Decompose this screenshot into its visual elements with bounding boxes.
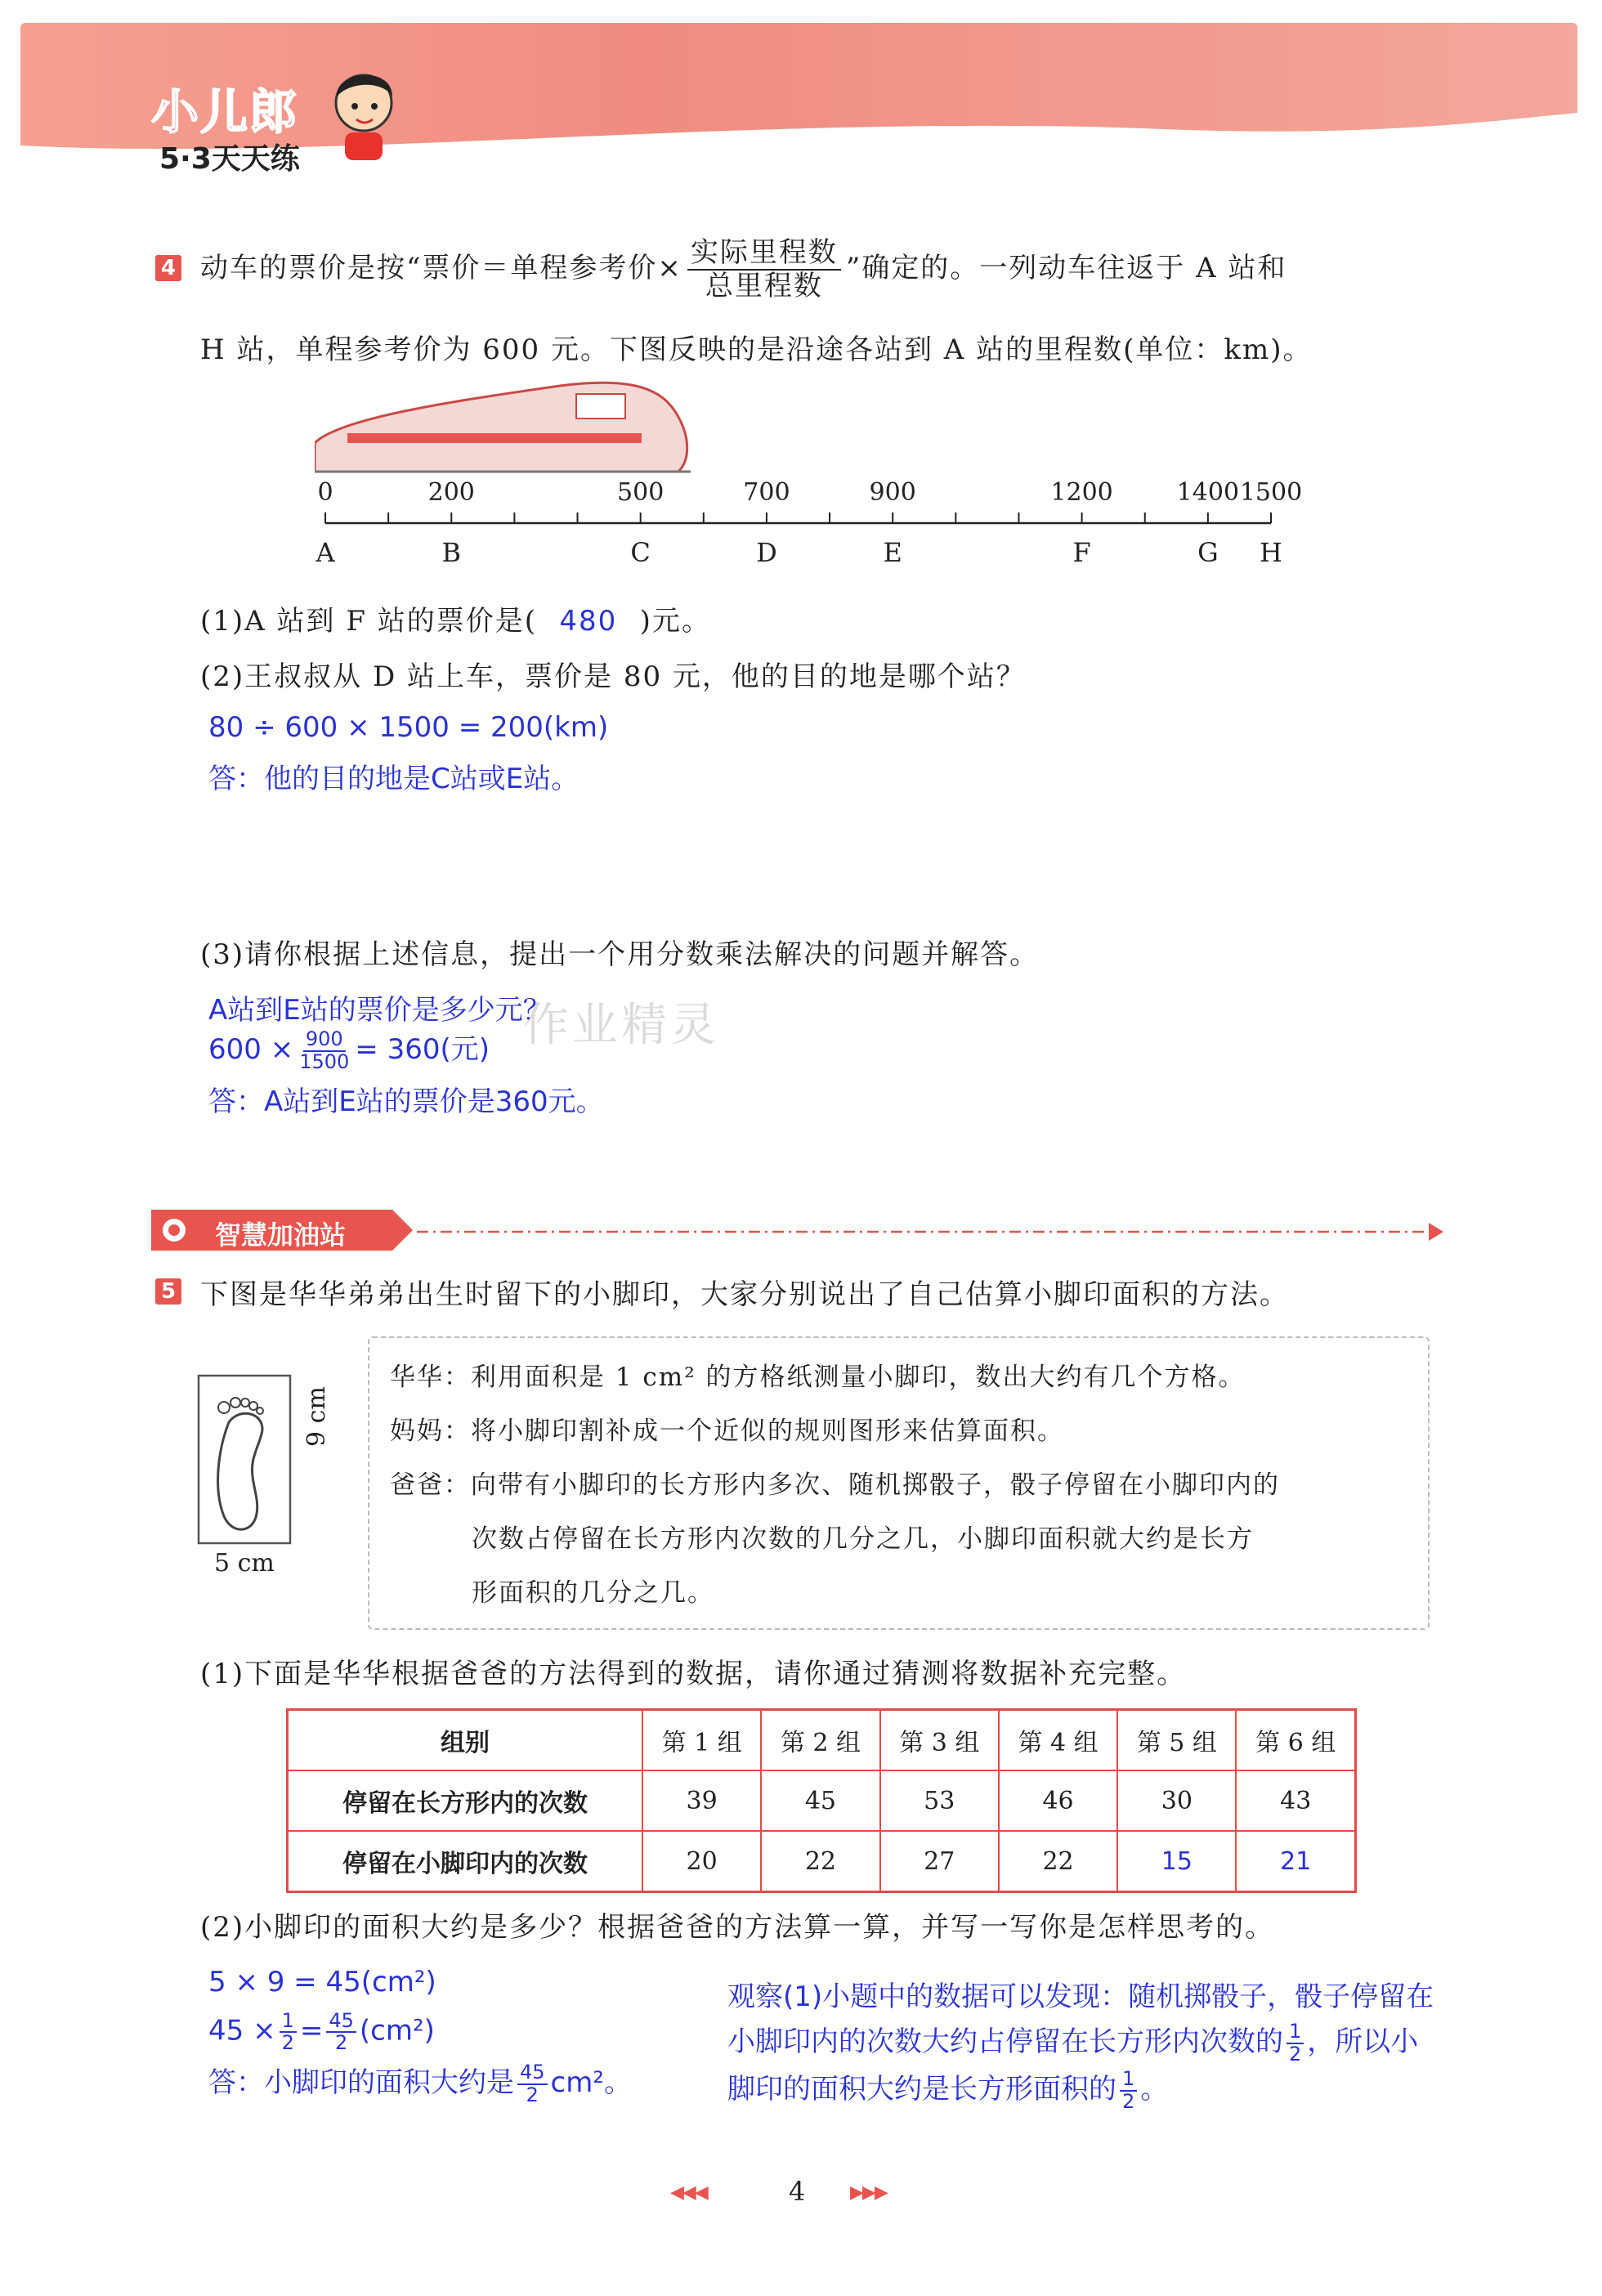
q4-part3-fraction-den: 1500 <box>299 1050 350 1073</box>
tick-label-km: 700 <box>743 478 790 507</box>
formula-numerator: 实际里程数 <box>687 237 841 271</box>
q4-part3-answer: 答：A站到E站的票价是360元。 <box>208 1085 604 1118</box>
q5-ans-line2-b: = <box>299 2014 324 2048</box>
q4-part3-fraction-num: 900 <box>303 1029 346 1051</box>
footprint-width-label: 5 cm <box>214 1549 275 1578</box>
q5-reason-line2-b: ，所以小 <box>1307 2025 1419 2058</box>
station-label: F <box>1072 537 1091 568</box>
logo-text: 小儿郎 <box>151 84 299 140</box>
tick-label-km: 0 <box>317 478 333 507</box>
methods-box <box>368 1336 1430 1630</box>
q5-part2: (2)小脚印的面积大约是多少？根据爸爸的方法算一算，并写一写你是怎样思考的。 <box>200 1911 1275 1944</box>
mascot-icon <box>327 64 400 162</box>
fraction-num: 1 <box>1287 2021 1304 2043</box>
table-cell: 20 <box>642 1831 761 1892</box>
fraction-num: 45 <box>517 2062 548 2084</box>
q4-part2-calc: 80 ÷ 600 × 1500 = 200(km) <box>208 711 609 744</box>
fraction-one-half <box>1287 2021 1304 2064</box>
table-cell: 30 <box>1117 1770 1236 1831</box>
table-header-row <box>288 1710 1356 1771</box>
q5-reason-line3-b: 。 <box>1140 2073 1169 2106</box>
prev-arrows-icon: ◀◀◀ <box>670 2182 707 2203</box>
fraction-den: 2 <box>281 2031 294 2055</box>
q4-part3-calc-a: 600 × <box>208 1033 294 1066</box>
q4-part3-calc-b: = 360(元) <box>355 1033 490 1066</box>
method-huahua: 华华：利用面积是 1 cm² 的方格纸测量小脚印，数出大约有几个方格。 <box>390 1363 1246 1392</box>
station-label: G <box>1197 537 1219 568</box>
table-cell: 22 <box>761 1831 879 1892</box>
method-dad-cont2: 形面积的几分之几。 <box>472 1578 714 1608</box>
fraction-den: 2 <box>1122 2089 1135 2113</box>
q4-part3-fraction <box>297 1029 351 1072</box>
table-answer-cell[interactable]: 15 <box>1117 1831 1236 1892</box>
table-header-cell: 第 1 组 <box>642 1710 761 1771</box>
page-number: 4 <box>789 2176 806 2207</box>
fraction-one-half <box>280 2011 297 2053</box>
q4-line2: H 站，单程参考价为 600 元。下图反映的是沿途各站到 A 站的里程数(单位：km)。 <box>200 333 1313 366</box>
fraction-num: 1 <box>280 2011 297 2033</box>
fraction-num: 1 <box>1120 2069 1137 2091</box>
q4-intro <box>200 237 1287 302</box>
q4-part2: (2)王叔叔从 D 站上车，票价是 80 元，他的目的地是哪个站？ <box>200 660 1026 693</box>
q4-part1 <box>200 598 711 638</box>
question-4-number: 4 <box>155 255 181 281</box>
q4-part3-calc <box>208 1027 490 1072</box>
tick-label-km: 1200 <box>1050 478 1113 507</box>
tick-label-km: 900 <box>869 478 916 507</box>
q4-part2-answer: 答：他的目的地是C站或E站。 <box>208 763 579 795</box>
q5-ans-line2 <box>208 2011 435 2053</box>
q5-reason-line2 <box>727 2019 1418 2065</box>
q5-ans-line1: 5 × 9 = 45(cm²) <box>208 1966 436 1998</box>
table-cell: 46 <box>999 1770 1117 1831</box>
station-label: A <box>315 537 335 568</box>
method-mom: 妈妈：将小脚印割补成一个近似的规则图形来估算面积。 <box>390 1417 1064 1446</box>
table-cell: 43 <box>1236 1770 1355 1831</box>
table-row-label: 停留在小脚印内的次数 <box>288 1831 643 1892</box>
q4-part1-b: )元。 <box>639 605 711 638</box>
q5-ans-line3 <box>208 2060 632 2106</box>
table-cell: 22 <box>999 1831 1117 1892</box>
fraction-num: 45 <box>326 2011 356 2033</box>
tick-label-km: 500 <box>617 478 665 507</box>
dice-data-table <box>286 1708 1357 1893</box>
table-cell: 27 <box>880 1831 999 1892</box>
table-header-cell: 第 2 组 <box>761 1710 879 1771</box>
footprint-height-label: 9 cm <box>302 1386 331 1447</box>
station-label: H <box>1260 537 1282 568</box>
formula-fraction <box>687 237 841 302</box>
section-banner <box>151 1210 413 1251</box>
table-header-cell: 第 5 组 <box>1117 1710 1236 1771</box>
table-header-cell: 组别 <box>288 1710 643 1771</box>
q4-part3-question: A站到E站的票价是多少元？ <box>208 994 551 1027</box>
method-dad: 爸爸：向带有小脚印的长方形内多次、随机掷骰子，骰子停留在小脚印内的 <box>390 1470 1280 1500</box>
fraction-den: 2 <box>334 2031 348 2055</box>
q4-part1-a: (1)A 站到 F 站的票价是( <box>200 605 537 638</box>
station-label: B <box>441 537 462 568</box>
tick-label-km: 200 <box>427 478 475 507</box>
q5-ans-line3-a: 答：小脚印的面积大约是 <box>208 2066 514 2099</box>
table-cell: 53 <box>880 1770 999 1831</box>
number-line-ticks <box>325 512 1271 523</box>
table-header-cell: 第 4 组 <box>999 1710 1117 1771</box>
section-title: 智慧加油站 <box>215 1220 347 1251</box>
table-header-cell: 第 3 组 <box>880 1710 999 1771</box>
table-row-rectangle <box>288 1770 1356 1831</box>
station-label: E <box>883 537 902 568</box>
q5-reason-line3-a: 脚印的面积大约是长方形面积的 <box>727 2073 1116 2106</box>
table-cell: 39 <box>642 1770 761 1831</box>
tick-label-km: 1400 <box>1176 478 1240 507</box>
table-cell: 45 <box>761 1770 879 1831</box>
tick-label-km: 1500 <box>1239 478 1303 507</box>
q5-reason-line3 <box>727 2066 1168 2112</box>
q4-intro-b: ”确定的。一列动车往返于 A 站和 <box>845 252 1287 285</box>
table-header-cell: 第 6 组 <box>1236 1710 1355 1771</box>
q4-part3: (3)请你根据上述信息，提出一个用分数乘法解决的问题并解答。 <box>200 938 1040 971</box>
q5-ans-line2-a: 45 × <box>208 2014 276 2048</box>
q5-intro: 下图是华华弟弟出生时留下的小脚印，大家分别说出了自己估算小脚印面积的方法。 <box>200 1278 1289 1311</box>
q4-intro-a: 动车的票价是按“票价＝单程参考价× <box>200 252 682 285</box>
station-label: D <box>756 537 777 568</box>
q5-reason-line2-a: 小脚印内的次数大约占停留在长方形内次数的 <box>727 2025 1283 2058</box>
series-name: 5·3天天练 <box>159 142 300 176</box>
q4-part1-answer[interactable]: 480 <box>559 605 618 638</box>
formula-denominator: 总里程数 <box>705 270 823 303</box>
question-5-number: 5 <box>155 1278 181 1305</box>
section-divider <box>417 1220 1447 1244</box>
station-label: C <box>630 537 651 568</box>
fraction-den: 2 <box>526 2083 539 2106</box>
q5-reason-line1: 观察(1)小题中的数据可以发现：随机掷骰子，骰子停留在 <box>727 1980 1434 2013</box>
next-arrows-icon: ▶▶▶ <box>850 2182 887 2203</box>
fraction-45-half <box>326 2011 356 2053</box>
header-banner <box>20 23 1577 176</box>
q5-part1: (1)下面是华华根据爸爸的方法得到的数据，请你通过猜测将数据补充完整。 <box>200 1658 1187 1690</box>
q5-ans-line3-b: cm²。 <box>550 2066 632 2099</box>
method-dad-cont1: 次数占停留在长方形内次数的几分之几，小脚印面积就大约是长方 <box>472 1524 1254 1554</box>
table-answer-cell[interactable]: 21 <box>1236 1831 1355 1892</box>
fraction-one-half <box>1120 2069 1137 2111</box>
fraction-45-half <box>517 2062 548 2105</box>
fraction-den: 2 <box>1289 2042 1302 2066</box>
table-row-footprint <box>288 1831 1356 1892</box>
q5-ans-line2-c: (cm²) <box>359 2014 435 2048</box>
watermark: 作业精灵 <box>523 999 719 1052</box>
train-illustration <box>315 378 691 476</box>
table-row-label: 停留在长方形内的次数 <box>288 1770 643 1831</box>
